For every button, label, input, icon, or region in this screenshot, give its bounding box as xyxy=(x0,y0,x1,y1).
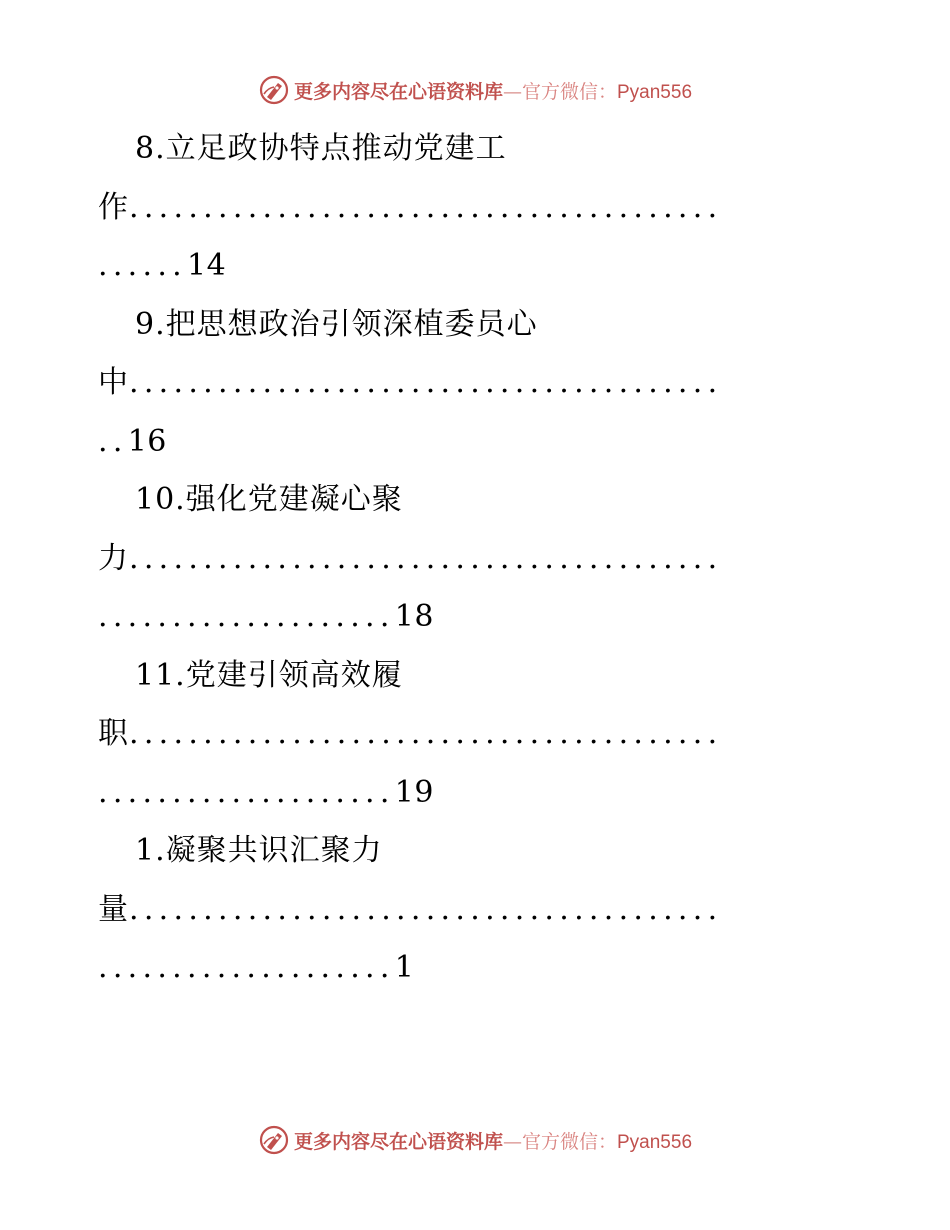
table-of-contents xyxy=(98,120,843,998)
toc-dot-leader: .. xyxy=(98,423,128,459)
toc-page-line xyxy=(98,764,843,823)
toc-page-line xyxy=(98,588,843,647)
toc-entry-title-tail: 中 xyxy=(98,365,129,400)
toc-page-number: 1 xyxy=(394,950,415,985)
toc-dot-leader: .................... xyxy=(98,599,395,634)
header-watermark xyxy=(0,70,950,110)
toc-entry-title: 11.党建引领高效履 xyxy=(135,657,403,693)
toc-page-number: 18 xyxy=(394,599,434,634)
watermark-text: 更多内容尽在心语资料库—官方微信：Pyan556 xyxy=(293,80,693,103)
toc-leader-line xyxy=(98,881,843,940)
toc-dot-leader: ........................................ xyxy=(129,189,723,225)
toc-entry-title-tail: 职 xyxy=(98,716,129,751)
toc-entry xyxy=(98,296,843,472)
toc-leader-line xyxy=(98,705,843,764)
fountain-pen-nib-icon xyxy=(258,1124,290,1156)
toc-entry-title: 8.立足政协特点推动党建工 xyxy=(135,131,507,166)
toc-dot-leader: ...... xyxy=(98,248,188,283)
toc-dot-leader: ........................................ xyxy=(129,716,723,751)
toc-dot-leader: ........................................ xyxy=(129,891,723,927)
toc-entry-title-tail: 力 xyxy=(98,540,129,576)
toc-page-line xyxy=(98,939,843,998)
toc-entry-title: 9.把思想政治引领深植委员心 xyxy=(135,306,538,342)
toc-page-line xyxy=(98,237,843,296)
toc-leader-line xyxy=(98,530,843,589)
toc-dot-leader: .................... xyxy=(98,774,395,810)
fountain-pen-nib-icon xyxy=(258,74,290,106)
footer-watermark xyxy=(0,1120,950,1160)
toc-dot-leader: ........................................ xyxy=(129,540,723,576)
toc-entry xyxy=(98,471,843,647)
toc-dot-leader: .................... xyxy=(98,950,395,985)
toc-entry-title: 1.凝聚共识汇聚力 xyxy=(135,833,383,868)
toc-leader-line xyxy=(98,354,843,413)
toc-page-line xyxy=(98,413,843,472)
toc-dot-leader: ........................................ xyxy=(129,365,723,400)
watermark-text: 更多内容尽在心语资料库—官方微信：Pyan556 xyxy=(293,1130,693,1153)
toc-entry-title-tail: 量 xyxy=(98,891,129,927)
toc-entry xyxy=(98,647,843,823)
toc-page-number: 14 xyxy=(187,248,227,283)
toc-entry-title: 10.强化党建凝心聚 xyxy=(135,482,403,517)
toc-entry xyxy=(98,822,843,998)
toc-entry-title-tail: 作 xyxy=(98,189,129,225)
toc-page-number: 19 xyxy=(394,774,434,810)
toc-page-number: 16 xyxy=(127,423,167,459)
toc-leader-line xyxy=(98,179,843,238)
toc-entry xyxy=(98,120,843,296)
